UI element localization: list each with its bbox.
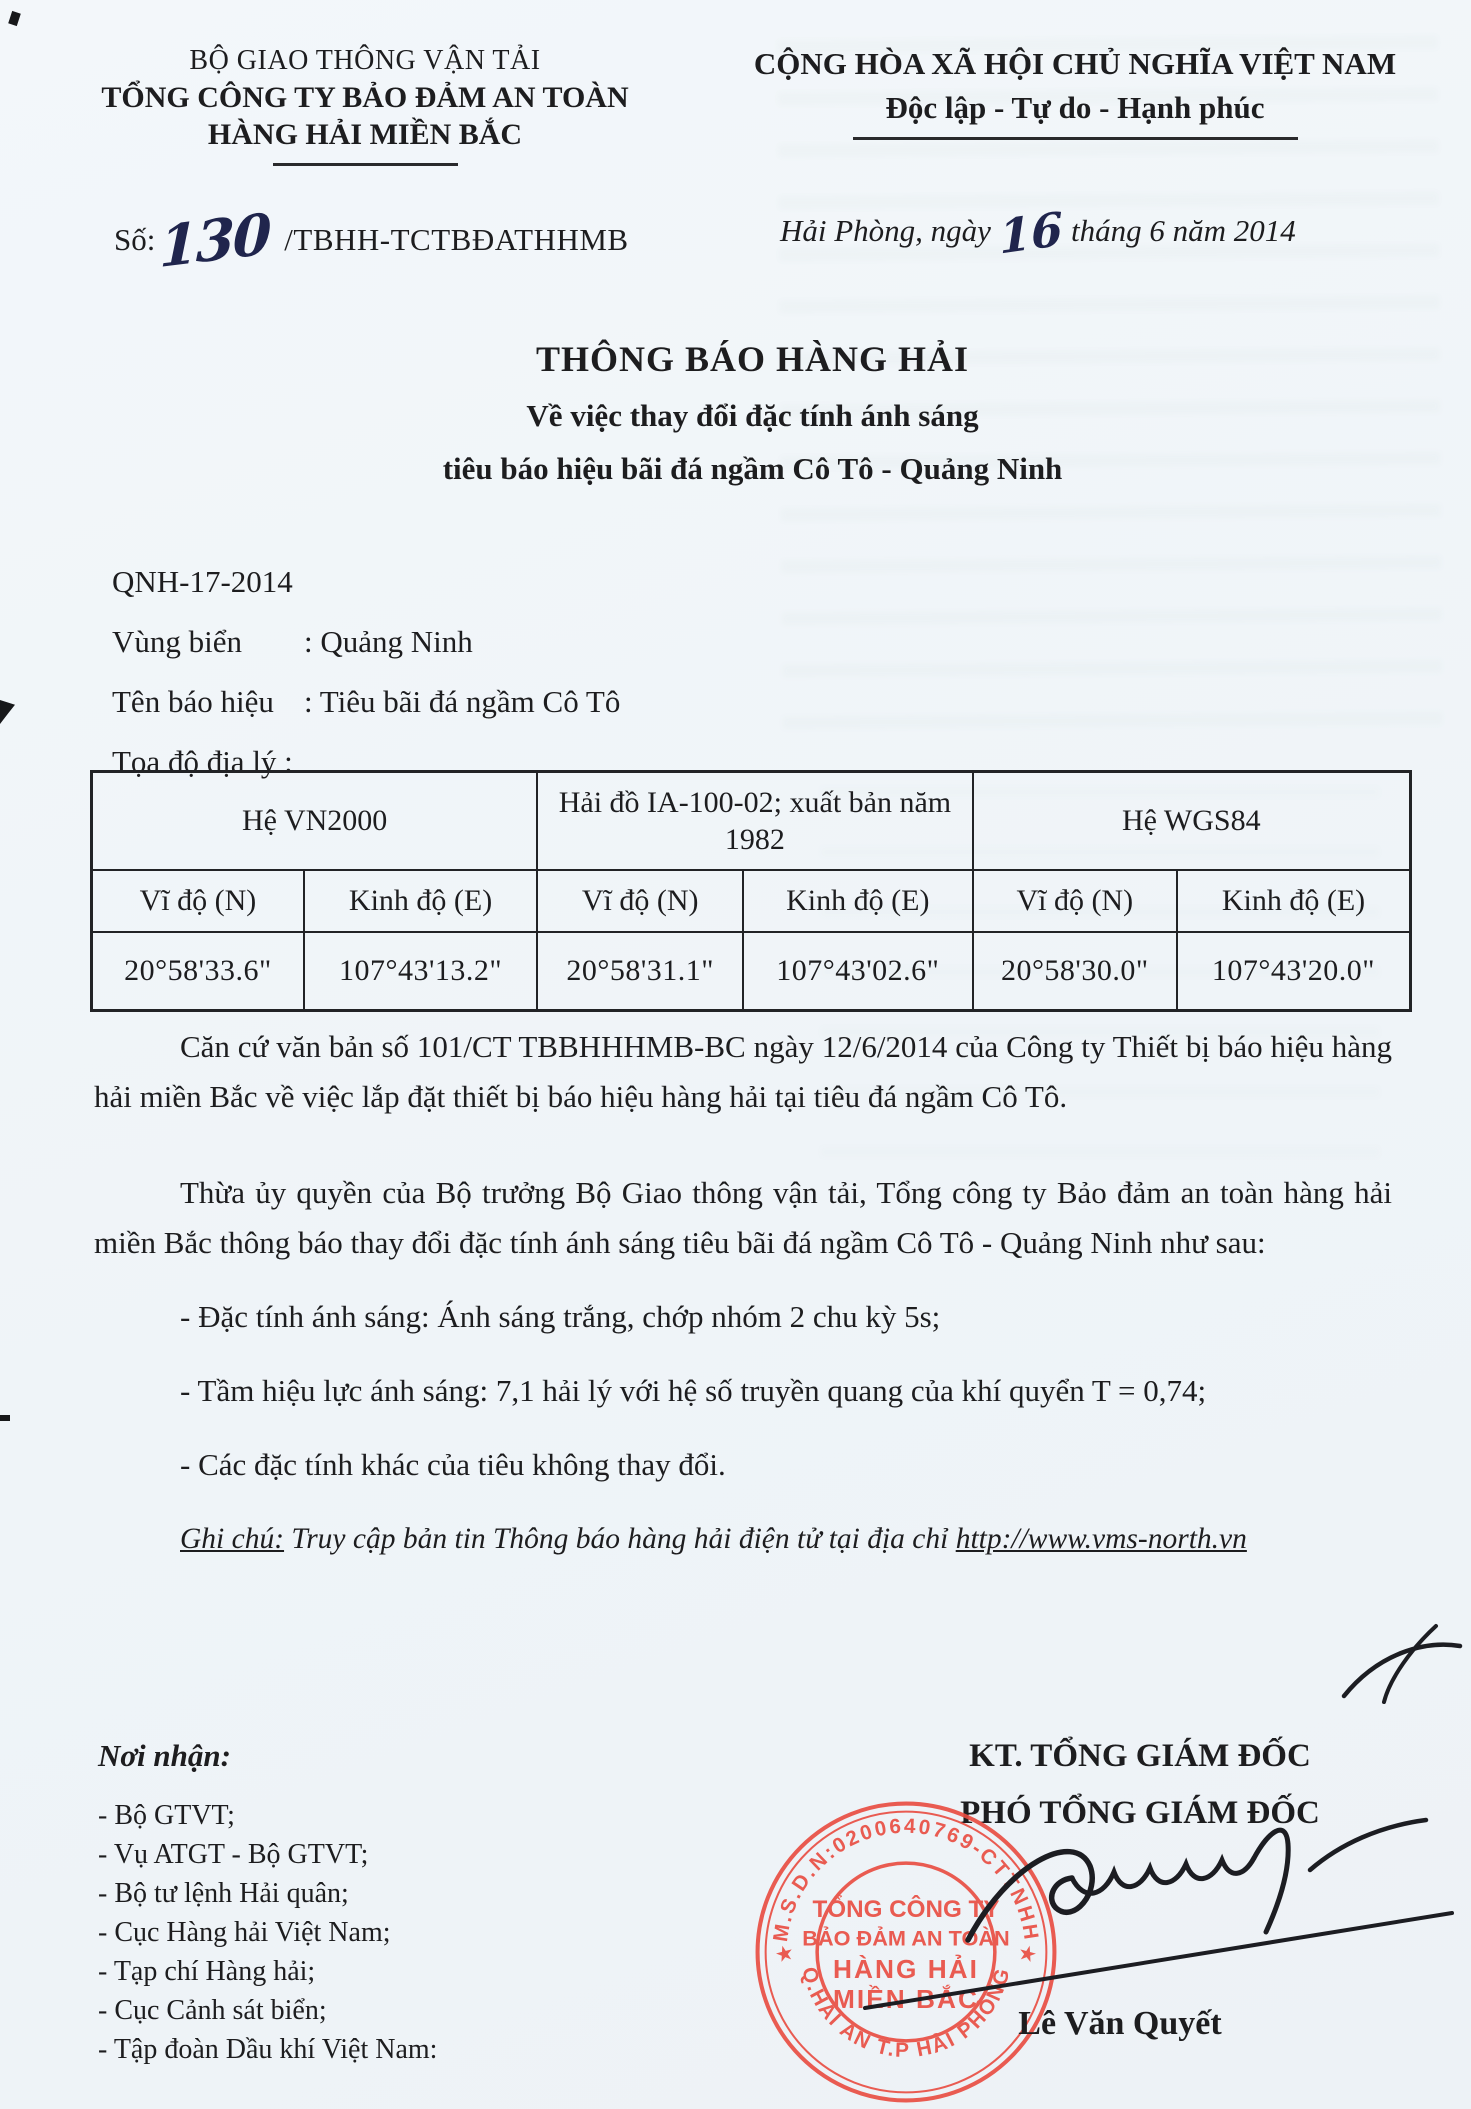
col-header: Kinh độ (E) [1177, 870, 1411, 932]
stamp-star-left: ★ [772, 1940, 797, 1968]
beacon-name-line [112, 672, 620, 732]
stamp-location-arc: Q.HẢI AN T.P HẢI PHÒNG [797, 1964, 1015, 2063]
group-header-wgs84: Hệ WGS84 [973, 772, 1411, 871]
coordinate-value: 20°58'31.1" [537, 932, 743, 1011]
scan-artifact [8, 11, 21, 26]
group-header-chart: Hải đồ IA-100-02; xuất bản năm 1982 [537, 772, 972, 871]
handwritten-doc-number: 130 [159, 200, 271, 282]
col-header: Kinh độ (E) [743, 870, 973, 932]
coordinate-value: 20°58'33.6" [92, 932, 304, 1011]
recipients-heading: Nơi nhận: [98, 1738, 231, 1773]
bullet-light-characteristic: - Đặc tính ánh sáng: Ánh sáng trắng, chớp nhóm 2 chu kỳ 5s; [180, 1299, 941, 1334]
recipient-item: - Cục Hàng hải Việt Nam; [98, 1917, 391, 1948]
paragraph-authority: Thừa ủy quyền của Bộ trưởng Bộ Giao thông vận tải, Tổng công ty Bảo đảm an toàn hàng hải miền Bắc thông báo thay đổi đặc tính ánh sáng tiêu bãi đá ngầm Cô Tô - Quảng Ninh như sau: [94, 1175, 1392, 1260]
header-right-rule [853, 137, 1298, 140]
note-url: http://www.vms-north.vn [955, 1523, 1247, 1555]
scan-artifact [0, 700, 15, 724]
recipients-block [98, 1738, 437, 2069]
body-text [94, 1022, 1392, 1564]
document-number-line [114, 200, 629, 282]
place-date-line [780, 201, 1400, 265]
ministry-name: BỘ GIAO THÔNG VẬN TẢI [189, 45, 541, 76]
document-title-block [90, 338, 1415, 487]
stamp-inner-line4: MIỀN BẮC [833, 1984, 979, 2015]
scan-artifact [0, 1415, 10, 1421]
national-motto-block [730, 44, 1420, 140]
document-title: THÔNG BÁO HÀNG HẢI [535, 339, 970, 379]
coordinate-value: 20°58'30.0" [973, 932, 1177, 1011]
sea-area-value: : Quảng Ninh [304, 624, 473, 659]
doc-number-label: Số: [114, 222, 156, 257]
bullet-other-characteristics: - Các đặc tính khác của tiêu không thay đổi. [180, 1447, 726, 1482]
note-line [94, 1514, 1392, 1564]
table-values-row [92, 932, 1411, 1011]
stamp-inner-line3: HÀNG HẢI [833, 1953, 979, 1984]
coordinates-label: Tọa độ địa lý : [112, 744, 293, 779]
reference-code: QNH-17-2014 [112, 564, 293, 599]
coordinate-value: 107°43'20.0" [1177, 932, 1411, 1011]
recipient-item: - Cục Cảnh sát biển; [98, 1995, 327, 2026]
table-column-header-row [92, 870, 1411, 932]
col-header: Vĩ độ (N) [537, 870, 743, 932]
doc-number-code: /TBHH-TCTBĐATHHMB [284, 222, 629, 257]
signer-name: Lê Văn Quyết [1018, 2005, 1222, 2042]
document-subtitle-1: Về việc thay đổi đặc tính ánh sáng [526, 398, 979, 433]
document-subtitle-2: tiêu báo hiệu bãi đá ngầm Cô Tô - Quảng Ninh [442, 451, 1063, 486]
beacon-name-label: Tên báo hiệu [112, 684, 274, 719]
beacon-name-value: : Tiêu bãi đá ngầm Cô Tô [304, 684, 621, 719]
note-label: Ghi chú: [180, 1523, 285, 1555]
recipient-item: - Tập đoàn Dầu khí Việt Nam: [98, 2034, 438, 2065]
note-text: Truy cập bản tin Thông báo hàng hải điện tử tại địa chỉ [284, 1523, 956, 1555]
corporation-name-line2: HÀNG HẢI MIỀN BẮC [207, 117, 523, 151]
sea-area-label: Vùng biển [112, 624, 243, 659]
stamp-star-right: ★ [1015, 1940, 1040, 1968]
stamp-registration-arc: M.S.D.N:0200640769-CTTNHH [769, 1814, 1043, 1944]
signer-title-1: KT. TỔNG GIÁM ĐỐC [969, 1738, 1311, 1774]
recipient-item: - Bộ GTVT; [98, 1800, 235, 1831]
bullet-light-range: - Tầm hiệu lực ánh sáng: 7,1 hải lý với hệ số truyền quang của khí quyển T = 0,74; [180, 1373, 1207, 1408]
notice-meta-block [112, 552, 620, 792]
group-header-vn2000: Hệ VN2000 [92, 772, 538, 871]
col-header: Vĩ độ (N) [92, 870, 304, 932]
signer-title-2: PHÓ TỔNG GIÁM ĐỐC [960, 1795, 1320, 1831]
header-left-rule [273, 163, 458, 166]
sea-area-line [112, 612, 620, 672]
col-header: Kinh độ (E) [304, 870, 537, 932]
paragraph-basis: Căn cứ văn bản số 101/CT TBBHHHMB-BC ngày 12/6/2014 của Công ty Thiết bị báo hiệu hàng hải miền Bắc về việc lắp đặt thiết bị báo hiệu hàng hải tại tiêu đá ngầm Cô Tô. [94, 1029, 1392, 1114]
table-group-header-row [92, 772, 1411, 871]
coordinate-value: 107°43'13.2" [304, 932, 537, 1011]
motto: Độc lập - Tự do - Hạnh phúc [885, 90, 1265, 126]
stamp-inner-line2: BẢO ĐẢM AN TOÀN [802, 1925, 1010, 1951]
corporation-name-line1: TỔNG CÔNG TY BẢO ĐẢM AN TOÀN [101, 81, 629, 115]
recipient-item: - Tạp chí Hàng hải; [98, 1956, 316, 1987]
stamp-inner-line1: TỔNG CÔNG TY [812, 1896, 1000, 1924]
handwritten-pen-flourish [1330, 1616, 1470, 1716]
date-prefix: Hải Phòng, ngày [780, 213, 991, 248]
handwritten-day: 16 [998, 201, 1064, 265]
country-name: CỘNG HÒA XÃ HỘI CHỦ NGHĨA VIỆT NAM [753, 46, 1397, 81]
issuing-agency-block [80, 44, 650, 166]
coordinate-value: 107°43'02.6" [743, 932, 973, 1011]
recipient-item: - Bộ tư lệnh Hải quân; [98, 1878, 349, 1909]
coordinates-table [90, 770, 1412, 1012]
col-header: Vĩ độ (N) [973, 870, 1177, 932]
date-suffix: tháng 6 năm 2014 [1070, 213, 1296, 248]
recipient-item: - Vụ ATGT - Bộ GTVT; [98, 1839, 369, 1870]
